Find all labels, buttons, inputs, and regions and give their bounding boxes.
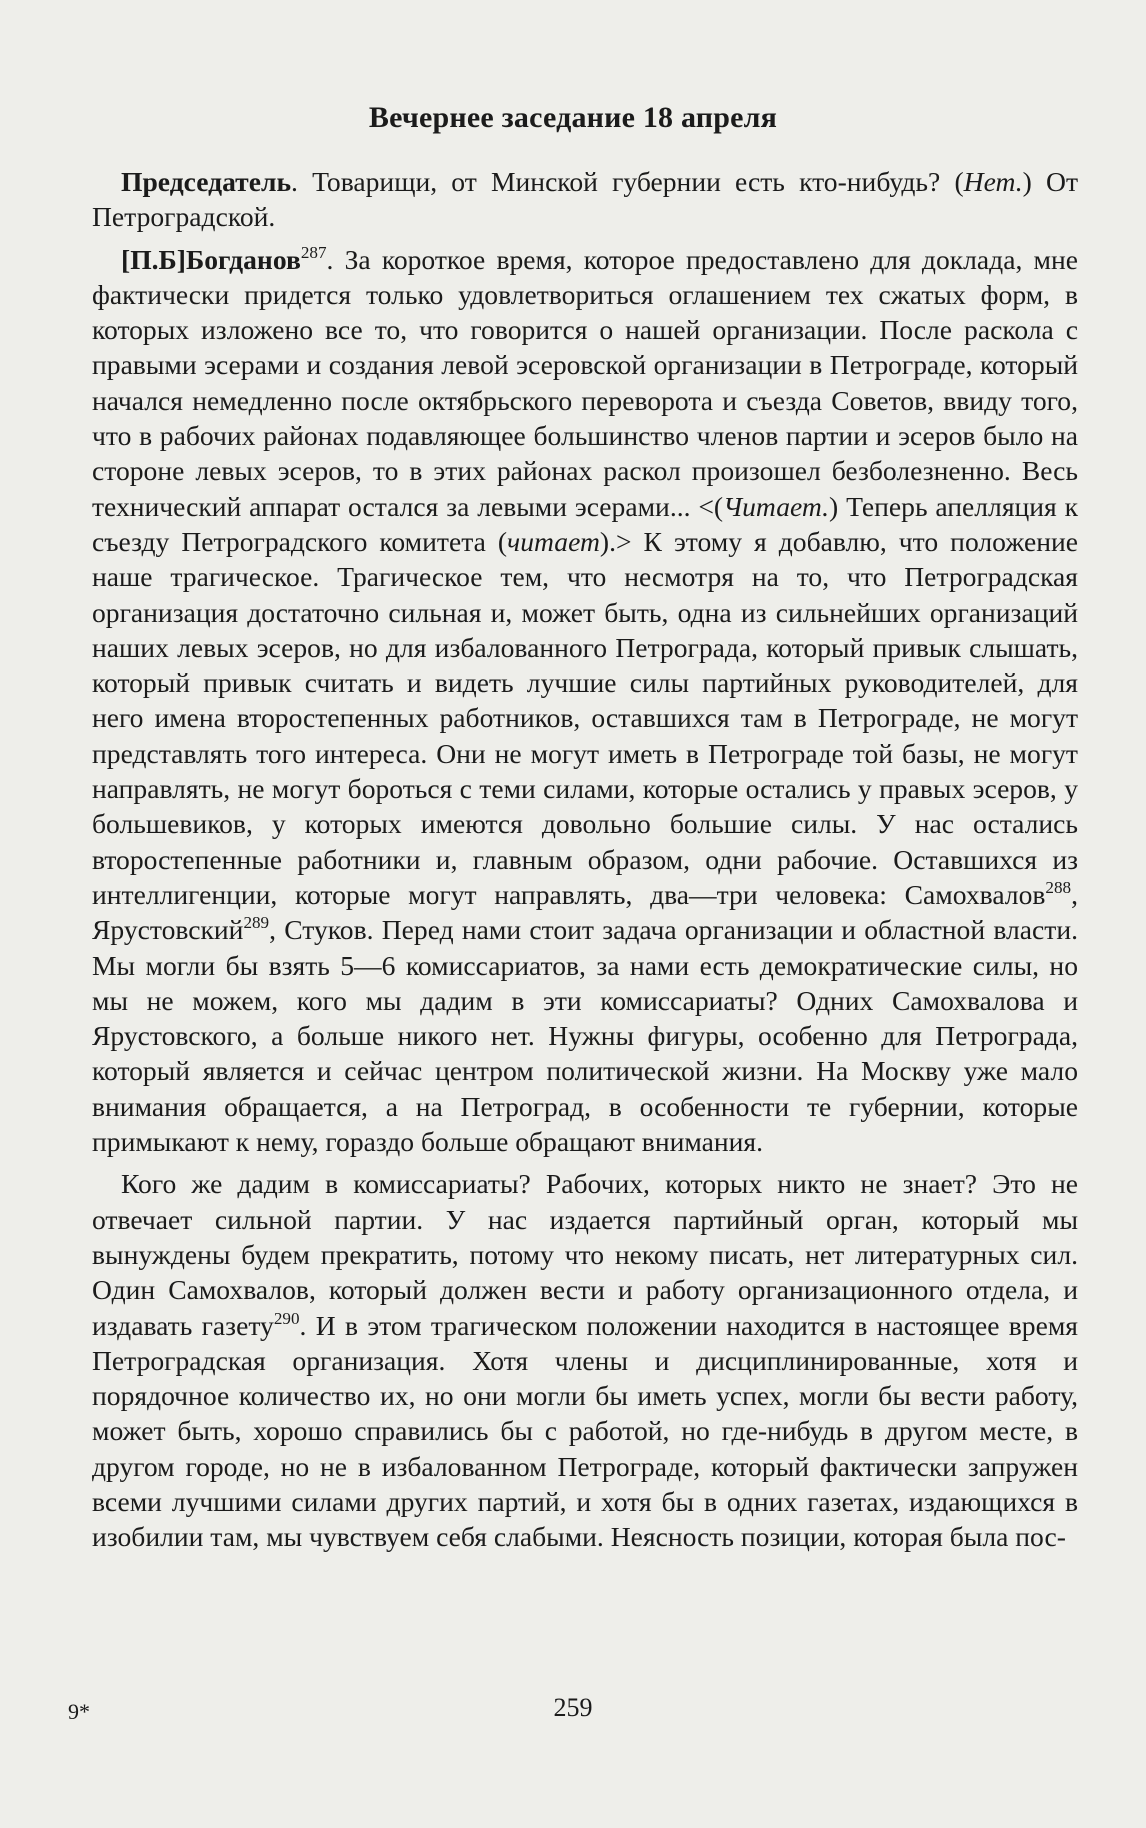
text-run: . Товарищи, от Минской губернии есть кто-нибудь? ( <box>291 166 964 197</box>
italic-remark: читает <box>507 525 600 557</box>
italic-remark: Читает. <box>723 490 830 522</box>
footnote-ref: 290 <box>273 1308 300 1328</box>
text-run: . За короткое время, которое предоставлено для доклада, мне фактически придется только удовлетвориться оглашением тех сжатых форм, в которых изложено все то, что говорится о нашей организации. После раскола с правыми эсерами и создания левой эсеровской организации в Петрограде, который начался немедленно после октябрьского переворота и съезда Советов, ввиду того, что в рабочих районах подавляющее большинство членов партии и эсеров было на стороне левых эсеров, то в этих районах раскол произошел безболезненно. Весь технический аппарат остался за левыми эсерами... <( <box>92 243 1078 522</box>
paragraph-continuation <box>92 1166 1078 1554</box>
text-run: Кого же дадим в комиссариаты? Рабочих, которых никто не знает? Это не отвечает сильной партии. У нас издается партийный орган, который мы вынуждены будем прекратить, потому что некому писать, нет литературных сил. Один Самохвалов, который должен вести и работу организационного отдела, и издавать газету <box>92 1168 1078 1341</box>
speaker-name: [П.Б]Богданов <box>121 243 301 275</box>
text-run: ) Теперь апелляция к съезду Петроградского комитета ( <box>92 490 1078 557</box>
footnote-ref: 288 <box>1045 877 1072 897</box>
footnote-ref: 289 <box>243 913 270 933</box>
page-number: 259 <box>553 1693 593 1722</box>
footnote-ref: 287 <box>300 242 327 262</box>
italic-remark: Нет. <box>963 166 1023 197</box>
text-run: , Ярустовский <box>92 878 1078 946</box>
text-run: , Стуков. Перед нами стоит задача организации и областной власти. Мы могли бы взять 5—6 комиссариатов, за нами есть демократические силы, но мы не можем, кого мы дадим в эти комиссариаты? Одних Самохвалова и Ярустовского, а больше никого нет. Нужны фигуры, особенно для Петрограда, который является и сейчас центром политической жизни. На Москву уже мало внимания обращается, а на Петроград, в особенности те губернии, которые примыкают к нему, гораздо больше обращают внимания. <box>92 914 1078 1158</box>
text-run: ) От Петроградской. <box>92 166 1078 233</box>
text-run: ).> К этому я добавлю, что положение наше трагическое. Трагическое тем, что несмотря на то, что Петроградская организация достаточно сильная и, может быть, одна из сильнейших организаций наших левых эсеров, но для избалованного Петрограда, который привык слышать, который привык считать и видеть лучшие силы партийных руководителей, для него имена второстепенных работников, оставшихся там в Петрограде, не могут представлять того интереса. Они не могут иметь в Петрограде той базы, не могут направлять, не могут бороться с теми силами, которые остались у правых эсеров, у большевиков, у которых имеются довольно большие силы. У нас остались второстепенные работники и, главным образом, одни рабочие. Оставшихся из интеллигенции, которые могут направлять, два—три человека: Самохвалов <box>92 525 1078 910</box>
paragraph-chairman <box>92 164 1078 235</box>
speaker-name: Председатель <box>121 166 292 197</box>
text-run: . И в этом трагическом положении находится в настоящее время Петроградская организация. Хотя члены и дисциплинированные, хотя и порядочное количество их, но они могли бы иметь успех, могли бы вести работу, может быть, хорошо справились бы с работой, но где-нибудь в другом месте, в другом городе, но не в избалованном Петрограде, который фактически запружен всеми лучшими силами других партий, и хотя бы в одних газетах, издающихся в изобилии там, мы чувствуем себя слабыми. Неясность позиции, которая была пос- <box>92 1309 1078 1553</box>
text-body <box>92 164 1078 1555</box>
section-heading: Вечернее заседание 18 апреля <box>368 101 778 134</box>
paragraph-bogdanov <box>92 242 1078 1160</box>
signature-mark: 9* <box>68 1699 90 1724</box>
